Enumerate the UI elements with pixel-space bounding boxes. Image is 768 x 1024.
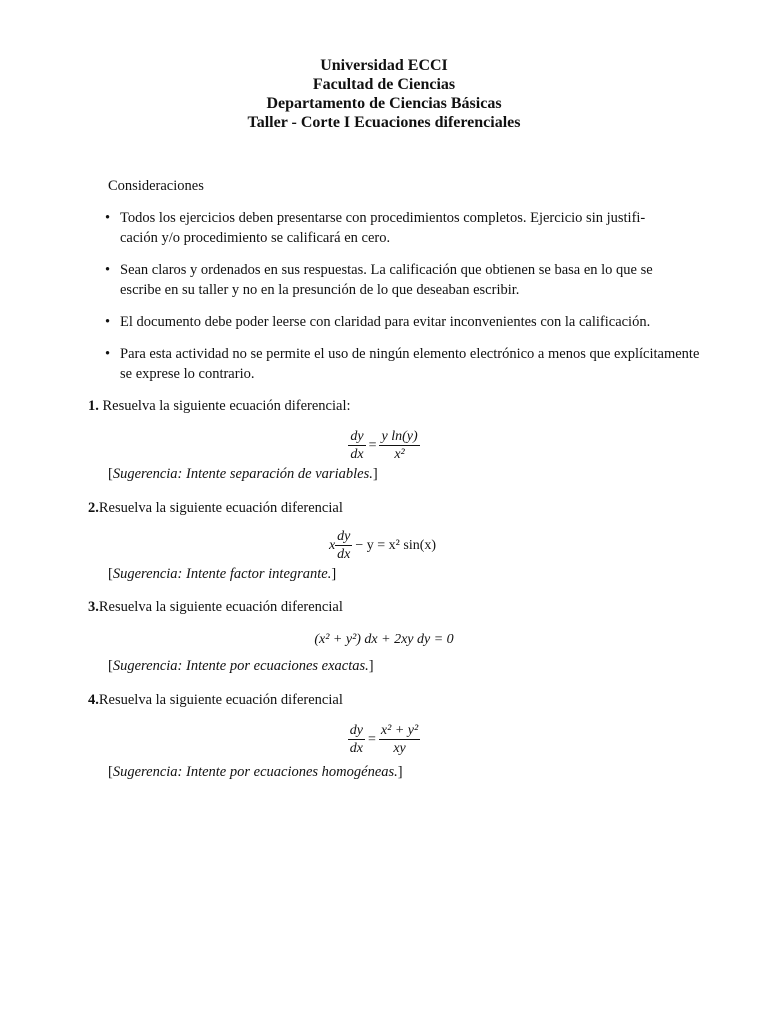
problem-number: 1. — [88, 398, 99, 414]
fraction-numerator: y ln(y) — [381, 429, 418, 444]
faculty-name: Facultad de Ciencias — [312, 76, 456, 93]
fraction-denominator: x² — [394, 447, 405, 462]
equation-operator: = — [368, 731, 376, 747]
hint-text: Sugerencia: Intente por ecuaciones homogéneas. — [112, 764, 398, 780]
problem-4-statement — [88, 690, 708, 710]
fraction-denominator: dx — [349, 741, 364, 756]
hint-bracket: ] — [372, 466, 378, 482]
problem-2-statement — [88, 498, 708, 518]
consideration-item — [104, 312, 704, 332]
problem-number: 4. — [88, 692, 99, 708]
consideration-line: escribe en su taller y no en la presunción de lo que deseaban escribir. — [120, 282, 520, 298]
bullet-icon: • — [105, 314, 111, 330]
problem-3-hint — [108, 658, 374, 675]
equation-fraction — [335, 528, 352, 563]
university-name: Universidad ECCI — [320, 57, 448, 74]
fraction-numerator: dy — [349, 723, 364, 738]
bullet-icon: • — [105, 210, 111, 226]
fraction-denominator: dx — [350, 447, 364, 462]
problem-text: Resuelva la siguiente ecuación diferencial — [98, 500, 343, 516]
equation-text: (x² + y²) dx + 2xy dy = 0 — [314, 632, 454, 647]
department-name: Departamento de Ciencias Básicas — [266, 95, 502, 112]
equation-fraction — [348, 428, 365, 463]
considerations-title: Consideraciones — [108, 178, 204, 194]
bullet-icon: • — [105, 262, 111, 278]
consideration-line: Sean claros y ordenados en sus respuestas. La calificación que obtienen se basa en lo que se — [120, 262, 653, 278]
problem-1-hint — [108, 466, 378, 483]
consideration-line: El documento debe poder leerse con claridad para evitar inconvenientes con la calificación. — [120, 314, 651, 330]
consideration-line: Para esta actividad no se permite el uso de ningún elemento electrónico a menos que explícitamente — [120, 346, 700, 362]
fraction-numerator: dy — [350, 429, 364, 444]
problem-4-equation — [0, 722, 768, 757]
equation-operator: = — [368, 437, 377, 453]
problem-2-equation — [0, 528, 768, 563]
fraction-denominator: dx — [337, 547, 351, 562]
bullet-icon: • — [105, 346, 111, 362]
fraction-denominator: xy — [393, 741, 406, 756]
equation-fraction — [348, 722, 365, 757]
problem-text: Resuelva la siguiente ecuación diferencial — [98, 599, 343, 615]
problem-1-statement — [88, 396, 708, 416]
fraction-numerator: x² + y² — [380, 723, 419, 738]
hint-bracket: [ — [108, 764, 113, 780]
consideration-line: cación y/o procedimiento se calificará en cero. — [120, 230, 391, 246]
hint-bracket: [ — [108, 466, 113, 482]
consideration-item — [104, 260, 704, 300]
hint-bracket: ] — [331, 566, 337, 582]
consideration-item — [104, 344, 704, 384]
equation-fraction — [379, 722, 420, 757]
fraction-numerator: dy — [337, 529, 351, 544]
hint-bracket: [ — [108, 658, 113, 674]
hint-text: Sugerencia: Intente separación de variables. — [112, 466, 373, 482]
hint-text: Sugerencia: Intente por ecuaciones exactas. — [112, 658, 369, 674]
hint-bracket: ] — [397, 764, 403, 780]
hint-text: Sugerencia: Intente factor integrante. — [112, 566, 332, 582]
consideration-line: Todos los ejercicios deben presentarse con procedimientos completos. Ejercicio sin justifi- — [120, 210, 646, 226]
consideration-item — [104, 208, 704, 248]
problem-number: 2. — [88, 500, 99, 516]
problem-4-hint — [108, 764, 403, 781]
problem-text: Resuelva la siguiente ecuación diferencial — [98, 692, 343, 708]
problem-text: Resuelva la siguiente ecuación diferencial: — [98, 398, 351, 414]
problem-1-equation — [0, 428, 768, 463]
equation-rest: − y = x² sin(x) — [355, 537, 437, 553]
equation-prefix: x — [328, 537, 336, 553]
problem-3-statement — [88, 597, 708, 617]
problem-number: 3. — [88, 599, 99, 615]
considerations-list — [104, 208, 704, 396]
workshop-title: Taller - Corte I Ecuaciones diferenciales — [247, 114, 521, 131]
problem-2-hint — [108, 566, 336, 583]
document-header — [0, 56, 768, 132]
consideration-line: se exprese lo contrario. — [120, 366, 255, 382]
problem-3-equation — [0, 632, 768, 648]
hint-bracket: [ — [108, 566, 113, 582]
equation-fraction — [379, 428, 419, 463]
hint-bracket: ] — [368, 658, 374, 674]
